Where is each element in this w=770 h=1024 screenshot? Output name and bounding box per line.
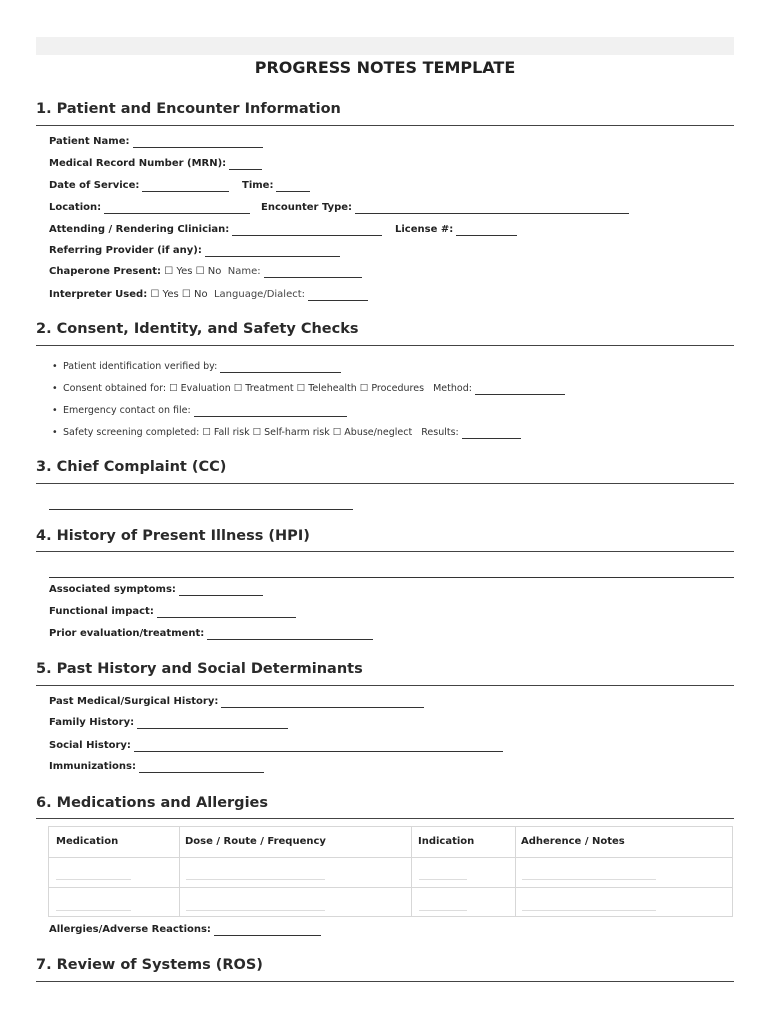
table-row-divider bbox=[49, 887, 732, 888]
dose-cell-input[interactable] bbox=[186, 879, 325, 880]
document-title: PROGRESS NOTES TEMPLATE bbox=[254, 58, 516, 77]
top-band bbox=[36, 37, 734, 55]
field-associated-symptoms bbox=[49, 584, 263, 596]
medication-cell-input[interactable] bbox=[56, 910, 131, 911]
section-rule bbox=[36, 345, 734, 346]
bullet-icon: • bbox=[52, 383, 58, 394]
table-col-divider bbox=[515, 827, 516, 916]
field-patient-name bbox=[49, 136, 263, 148]
chaperone-label: Chaperone Present: bbox=[49, 266, 162, 277]
time-label: Time: bbox=[242, 180, 274, 191]
dose-cell-input[interactable] bbox=[186, 910, 325, 911]
results-label: Results: bbox=[421, 427, 459, 438]
medication-cell-input[interactable] bbox=[56, 879, 131, 880]
section-heading-past-history: 5. Past History and Social Determinants bbox=[36, 661, 363, 677]
id-verified-label: Patient identification verified by: bbox=[63, 361, 218, 372]
emergency-contact-input[interactable] bbox=[194, 405, 347, 417]
interpreter-label: Interpreter Used: bbox=[49, 289, 148, 300]
functional-impact-label: Functional impact: bbox=[49, 606, 154, 617]
immunizations-input[interactable] bbox=[139, 761, 264, 773]
section-rule bbox=[36, 551, 734, 552]
bullet-safety bbox=[52, 427, 521, 439]
medications-table bbox=[48, 826, 733, 917]
clinician-label: Attending / Rendering Clinician: bbox=[49, 224, 230, 235]
section-rule bbox=[36, 981, 734, 982]
method-input[interactable] bbox=[475, 383, 565, 395]
prior-evaluation-label: Prior evaluation/treatment: bbox=[49, 628, 205, 639]
bullet-icon: • bbox=[52, 361, 58, 372]
bullet-id-verified bbox=[52, 361, 341, 373]
time-input[interactable] bbox=[276, 180, 310, 192]
family-history-input[interactable] bbox=[137, 717, 288, 729]
field-interpreter bbox=[49, 289, 368, 301]
referring-provider-input[interactable] bbox=[205, 245, 340, 257]
field-encounter-type bbox=[261, 202, 629, 214]
interpreter-options[interactable]: ☐ Yes ☐ No bbox=[150, 289, 208, 300]
location-label: Location: bbox=[49, 202, 102, 213]
indication-cell-input[interactable] bbox=[419, 910, 467, 911]
section-heading-patient-encounter: 1. Patient and Encounter Information bbox=[36, 101, 341, 117]
table-col-divider bbox=[179, 827, 180, 916]
bullet-consent bbox=[52, 383, 565, 395]
encounter-type-label: Encounter Type: bbox=[261, 202, 353, 213]
safety-screening-label[interactable]: Safety screening completed: ☐ Fall risk ☐ Self-harm risk ☐ Abuse/neglect bbox=[63, 427, 413, 438]
immunizations-label: Immunizations: bbox=[49, 761, 136, 772]
mrn-label: Medical Record Number (MRN): bbox=[49, 158, 227, 169]
chief-complaint-input[interactable] bbox=[49, 509, 353, 510]
bullet-icon: • bbox=[52, 405, 58, 416]
social-history-input[interactable] bbox=[134, 740, 503, 752]
adherence-cell-input[interactable] bbox=[522, 879, 656, 880]
consent-for-label[interactable]: Consent obtained for: ☐ Evaluation ☐ Treatment ☐ Telehealth ☐ Procedures bbox=[63, 383, 425, 394]
field-prior-evaluation bbox=[49, 628, 373, 640]
section-heading-medications: 6. Medications and Allergies bbox=[36, 795, 268, 811]
field-pmh bbox=[49, 696, 424, 708]
encounter-type-input[interactable] bbox=[355, 202, 629, 214]
clinician-input[interactable] bbox=[232, 224, 382, 236]
section-heading-chief-complaint: 3. Chief Complaint (CC) bbox=[36, 459, 227, 475]
section-rule bbox=[36, 818, 734, 819]
field-chaperone bbox=[49, 266, 362, 278]
location-input[interactable] bbox=[104, 202, 250, 214]
date-of-service-label: Date of Service: bbox=[49, 180, 140, 191]
adherence-cell-input[interactable] bbox=[522, 910, 656, 911]
bullet-icon: • bbox=[52, 427, 58, 438]
language-input[interactable] bbox=[308, 289, 368, 301]
method-label: Method: bbox=[433, 383, 472, 394]
header-medication: Medication bbox=[56, 836, 119, 847]
chaperone-name-label: Name: bbox=[227, 266, 261, 277]
family-history-label: Family History: bbox=[49, 717, 135, 728]
table-row-divider bbox=[49, 857, 732, 858]
field-time bbox=[242, 180, 310, 192]
emergency-contact-label: Emergency contact on file: bbox=[63, 405, 191, 416]
field-license bbox=[395, 224, 517, 236]
functional-impact-input[interactable] bbox=[157, 606, 296, 618]
date-of-service-input[interactable] bbox=[142, 180, 229, 192]
field-location bbox=[49, 202, 250, 214]
section-heading-consent-safety: 2. Consent, Identity, and Safety Checks bbox=[36, 321, 359, 337]
table-col-divider bbox=[411, 827, 412, 916]
id-verified-input[interactable] bbox=[220, 361, 341, 373]
field-allergies bbox=[49, 924, 321, 936]
license-label: License #: bbox=[395, 224, 454, 235]
mrn-input[interactable] bbox=[229, 158, 262, 170]
license-input[interactable] bbox=[456, 224, 517, 236]
allergies-input[interactable] bbox=[214, 924, 321, 936]
header-adherence-notes: Adherence / Notes bbox=[521, 836, 625, 847]
section-rule bbox=[36, 125, 734, 126]
field-social-history bbox=[49, 740, 503, 752]
section-heading-hpi: 4. History of Present Illness (HPI) bbox=[36, 528, 310, 544]
associated-symptoms-input[interactable] bbox=[179, 584, 263, 596]
section-rule bbox=[36, 685, 734, 686]
prior-evaluation-input[interactable] bbox=[207, 628, 373, 640]
language-label: Language/Dialect: bbox=[213, 289, 306, 300]
field-clinician bbox=[49, 224, 382, 236]
header-indication: Indication bbox=[418, 836, 475, 847]
patient-name-label: Patient Name: bbox=[49, 136, 130, 147]
section-rule bbox=[36, 483, 734, 484]
chaperone-options[interactable]: ☐ Yes ☐ No bbox=[164, 266, 222, 277]
field-date-of-service bbox=[49, 180, 229, 192]
associated-symptoms-label: Associated symptoms: bbox=[49, 584, 176, 595]
chaperone-name-input[interactable] bbox=[264, 266, 362, 278]
field-family-history bbox=[49, 717, 288, 729]
field-mrn bbox=[49, 158, 262, 170]
referring-provider-label: Referring Provider (if any): bbox=[49, 245, 202, 256]
pmh-input[interactable] bbox=[221, 696, 424, 708]
results-input[interactable] bbox=[462, 427, 521, 439]
allergies-label: Allergies/Adverse Reactions: bbox=[49, 924, 211, 935]
field-functional-impact bbox=[49, 606, 296, 618]
field-referring-provider bbox=[49, 245, 340, 257]
pmh-label: Past Medical/Surgical History: bbox=[49, 696, 219, 707]
patient-name-input[interactable] bbox=[133, 136, 263, 148]
field-immunizations bbox=[49, 761, 264, 773]
indication-cell-input[interactable] bbox=[419, 879, 467, 880]
section-heading-ros: 7. Review of Systems (ROS) bbox=[36, 957, 263, 973]
social-history-label: Social History: bbox=[49, 740, 131, 751]
hpi-narrative-input[interactable] bbox=[49, 577, 734, 578]
bullet-emergency bbox=[52, 405, 347, 417]
header-dose-route-frequency: Dose / Route / Frequency bbox=[185, 836, 326, 847]
